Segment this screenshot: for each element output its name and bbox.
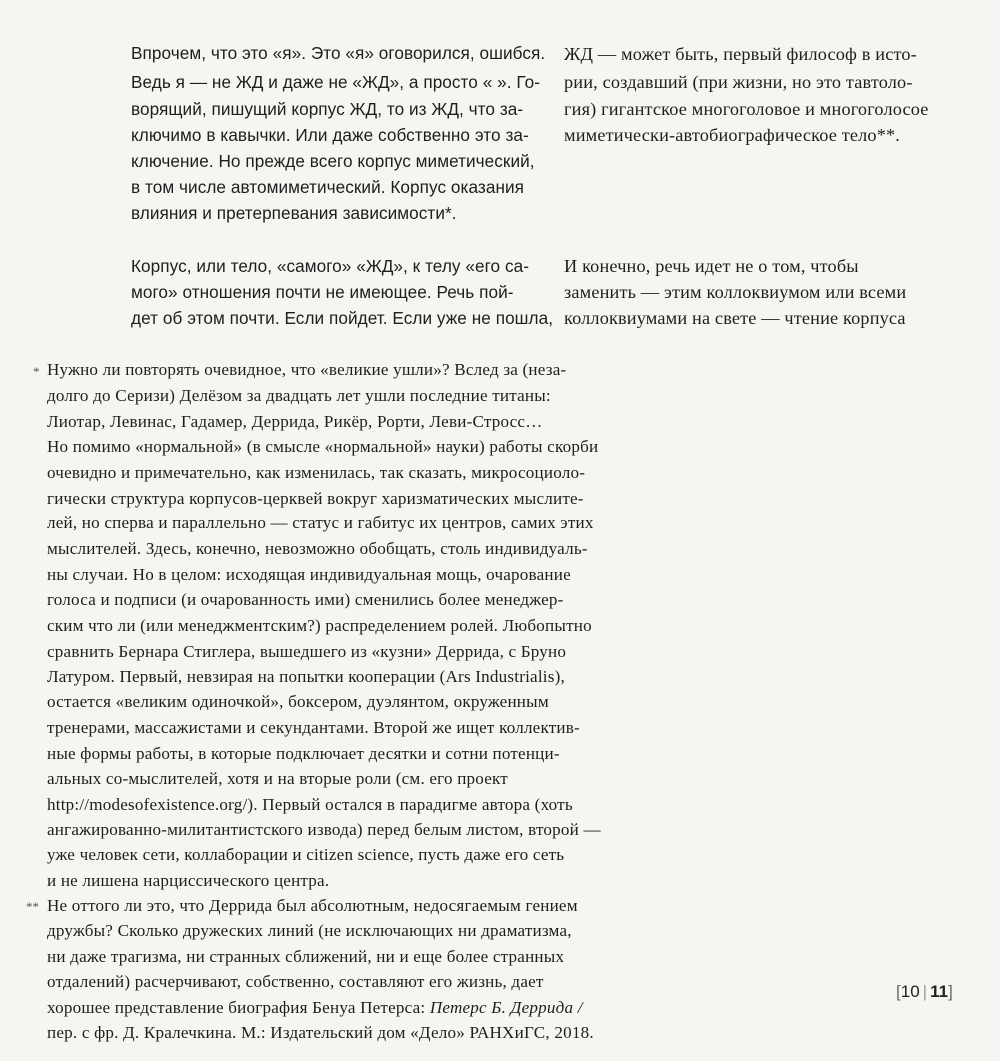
bracket-open: [	[896, 982, 901, 1001]
page-number	[896, 982, 953, 1002]
text-line: рии, создавший (при жизни, но это тавтоло-	[564, 72, 913, 92]
text-line: очевидно и примечательно, как изменилась, так сказать, микросоциоло-	[47, 463, 586, 482]
text-line: дет об этом почти. Если пойдет. Если уже не пошла,	[131, 308, 554, 328]
text-line: Впрочем, что это «я». Это «я» оговорился, ошибся.	[131, 43, 546, 63]
text-line: в том числе автомиметический. Корпус оказания	[131, 177, 524, 197]
text-line: сравнить Бернара Стиглера, вышедшего из «кузни» Деррида, с Бруно	[47, 642, 567, 661]
page-left-number: 10	[900, 982, 920, 1001]
text-line: дружбы? Сколько дружеских линий (не исключающих ни драматизма,	[47, 921, 572, 940]
page-separator: |	[922, 982, 928, 1001]
bracket-close: ]	[948, 982, 953, 1001]
text-line: http://modesofexistence.org/). Первый остался в парадигме автора (хоть	[47, 795, 573, 814]
text-line: Не оттого ли это, что Деррида был абсолютным, недосягаемым гением	[47, 896, 578, 915]
text-line: ни даже трагизма, ни странных сближений, ни и еще более странных	[47, 947, 565, 966]
text-line: влияния и претерпевания зависимости*.	[131, 203, 457, 223]
text-line: коллоквиумами на свете — чтение корпуса	[564, 308, 906, 328]
text-line: Нужно ли повторять очевидное, что «великие ушли»? Вслед за (неза-	[47, 360, 567, 379]
text-line: ны случаи. Но в целом: исходящая индивидуальная мощь, очарование	[47, 565, 571, 584]
citation-italic: Петерс Б. Деррида /	[429, 998, 583, 1017]
footnote-marker: **	[26, 899, 39, 914]
text-line: долго до Серизи) Делёзом за двадцать лет ушли последние титаны:	[47, 386, 551, 405]
text-line: Но помимо «нормальной» (в смысле «нормальной» науки) работы скорби	[47, 437, 599, 456]
text-line: мыслителей. Здесь, конечно, невозможно обобщать, столь индивидуаль-	[47, 539, 588, 558]
text-line: гически структура корпусов-церквей вокруг харизматических мыслите-	[47, 489, 584, 508]
footnote-marker: *	[33, 364, 40, 379]
text-line: ключимо в кавычки. Или даже собственно это за-	[131, 125, 529, 145]
text-line: остается «великим одиночкой», боксером, дуэлянтом, окруженным	[47, 692, 549, 711]
text-line: отдалений) расчерчивают, собственно, составляют его жизнь, дает	[47, 972, 544, 991]
text-line: ЖД — может быть, первый философ в исто-	[564, 44, 917, 64]
text-line: Лиотар, Левинас, Гадамер, Деррида, Рикёр, Рорти, Леви-Стросс…	[47, 412, 543, 431]
text-fragment: хорошее представление биография Бенуа Петерса:	[47, 998, 426, 1017]
text-line: ключение. Но прежде всего корпус миметический,	[131, 151, 535, 171]
text-line: ные формы работы, в которые подключает десятки и сотни потенци-	[47, 744, 560, 763]
text-line: ским что ли (или менеджментским?) распределением ролей. Любопытно	[47, 616, 592, 635]
text-line: И конечно, речь идет не о том, чтобы	[564, 256, 859, 276]
text-line: лей, но сперва и параллельно — статус и габитус их центров, самих этих	[47, 513, 594, 532]
text-line: ворящий, пишущий корпус ЖД, то из ЖД, что за-	[131, 99, 524, 119]
text-line: пер. с фр. Д. Кралечкина. М.: Издательский дом «Дело» РАНХиГС, 2018.	[47, 1023, 594, 1042]
text-line: Ведь я — не ЖД и даже не «ЖД», а просто « ». Го-	[131, 72, 541, 92]
text-line: альных со-мыслителей, хотя и на вторые роли (см. его проект	[47, 769, 508, 788]
page-right-number: 11	[930, 982, 949, 1001]
text-line: уже человек сети, коллаборации и citizen science, пусть даже его сеть	[47, 845, 565, 864]
text-line: ангажированно-милитантистского извода) перед белым листом, второй —	[47, 820, 601, 839]
text-line: тренерами, массажистами и секундантами. Второй же ищет коллектив-	[47, 718, 580, 737]
text-line: голоса и подписи (и очарованность ими) сменились более менеджер-	[47, 590, 564, 609]
text-line: Латуром. Первый, невзирая на попытки кооперации (Ars Industrialis),	[47, 667, 565, 686]
text-line: миметически-автобиографическое тело**.	[564, 125, 901, 145]
text-line: заменить — этим коллоквиумом или всеми	[564, 282, 907, 302]
text-line	[47, 998, 583, 1018]
text-line: и не лишена нарциссического центра.	[47, 871, 330, 890]
text-line: гия) гигантское многоголовое и многоголосое	[564, 99, 929, 119]
text-line: мого» отношения почти не имеющее. Речь пой-	[131, 282, 514, 302]
text-line: Корпус, или тело, «самого» «ЖД», к телу «его са-	[131, 256, 530, 276]
